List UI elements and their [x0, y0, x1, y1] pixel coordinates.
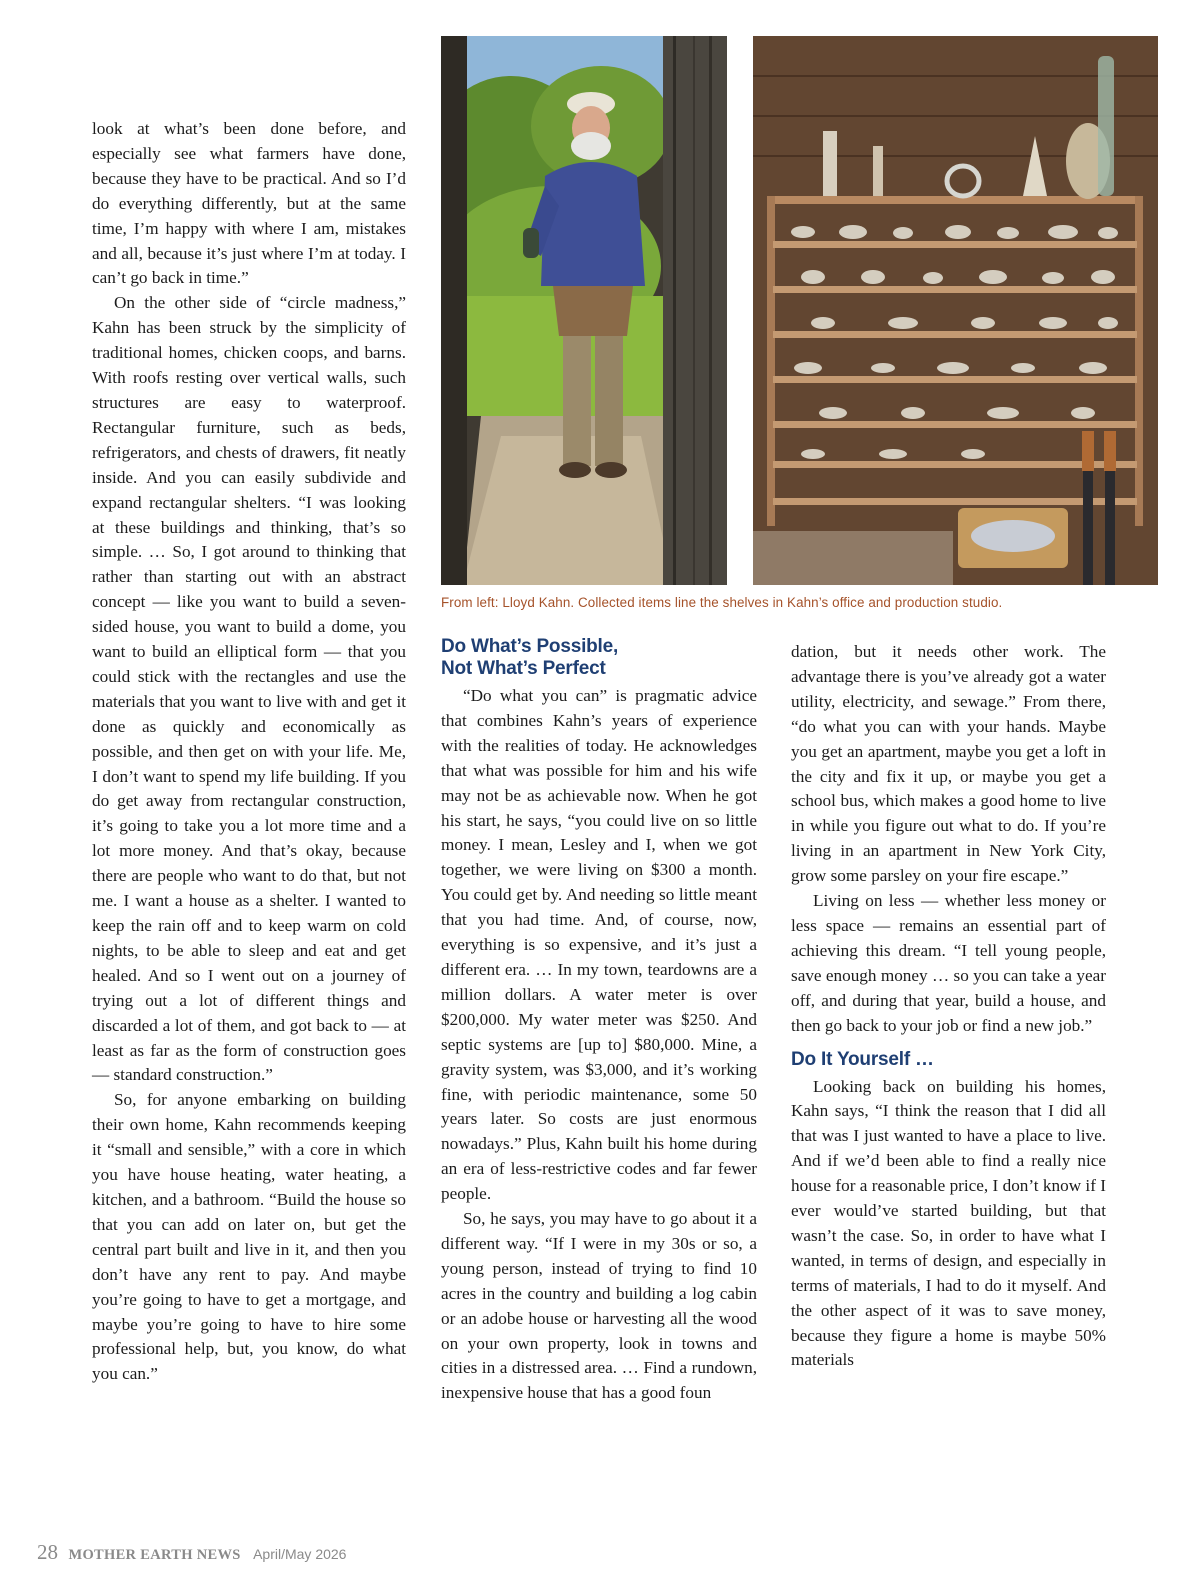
- paragraph: Looking back on building his homes, Kahn says, “I think the reason that I did all that was I just wanted to have a place to live. And if we’d been able to find a really nice house for a reasonable price, I don’t know if I ever would’ve started building, but that wasn’t the case. So, in order to have what I wanted, in terms of design, and especially in terms of materials, I had to do it myself. And the other aspect of it was to save money, because they figure a home is maybe 50% materials: [791, 1076, 1106, 1370]
- photo-caption: From left: Lloyd Kahn. Collected items line the shelves in Kahn’s office and production studio.: [441, 595, 1003, 610]
- page-number: 28: [37, 1540, 58, 1564]
- paragraph: Living on less — whether less money or less space — remains an essential part of achieving this dream. “I tell young people, save enough money … so you can take a year off, and during that year, build a house, and then go back to your job or find a new job.”: [791, 891, 1106, 1035]
- paragraph: look at what’s been done before, and especially see what farmers have done, because they have to be practical. And so I’d do everything differently, but at the same time, I’m happy with where I am, mistakes and all, because it’s just where I’m at today. I can’t go back in time.”: [92, 119, 406, 288]
- page-footer: [37, 1540, 346, 1565]
- paragraph: On the other side of “circle madness,” Kahn has been struck by the simplicity of traditional homes, chicken coops, and barns. With roofs resting over vertical walls, such structures are easy to waterproof. Rectangular furniture, such as beds, refrigerators, and chests of drawers, fit neatly inside. And you can easily subdivide and expand rectangular shelters. “I was looking at these buildings and thinking, that’s so simple. … So, I got around to thinking that rather than starting out with an abstract concept — like you want to build a seven-sided house, you want to build a dome, you want to build an elliptical form — that you could stick with the rectangles and use the materials that you want to live with and get it done as quickly and economically as possible, and then get on with your life. Me, I don’t want to spend my life building. If you do get away from rectangular construction, it’s going to take you a lot more time and a lot more money. And that’s okay, because there are people who want to do that, but not me. I want a house as a shelter. I wanted to keep the rain off and to keep warm on cold nights, to be able to sleep and eat and get healed. And so I went out on a journey of trying out a lot of different things and discarded a lot of them, and got back to — at least as far as the form of construction goes — standard construction.”: [92, 293, 406, 1085]
- issue-date: April/May 2026: [253, 1546, 347, 1562]
- publication-name: MOTHER EARTH NEWS: [68, 1547, 241, 1563]
- paragraph: “Do what you can” is pragmatic advice that combines Kahn’s years of experience with the realities of today. He acknowledges that what was possible for him and his wife may not be as achievable now. When he got his start, he says, “you could live on so little money. I mean, Lesley and I, when we got together, we were living on $300 a month. You could get by. And needing so little meant that you had time. And, of course, now, everything is so expensive, and it’s just a different era. … In my town, teardowns are a million dollars. A water meter is over $200,000. My water meter was $250. And septic systems are [up to] $80,000. Mine, a gravity system, was $3,000, and it’s working fine, with periodic maintenance, some 50 years later. So costs are just enormous nowadays.” Plus, Kahn built his home during an era of less-restrictive codes and far fewer people.: [441, 686, 757, 1204]
- article-column-2: [441, 636, 757, 1406]
- photo-shelves-collection: [753, 36, 1158, 585]
- article-column-1: [92, 117, 406, 1387]
- paragraph: So, he says, you may have to go about it a different way. “If I were in my 30s or so, a young person, instead of trying to find 10 acres in the country and building a log cabin or an adobe house or harvesting all the wood on your own property, look in towns and cities in a distressed area. … Find a rundown, inexpensive house that has a good foun: [441, 1209, 757, 1403]
- section-heading-diy: Do It Yourself …: [791, 1048, 934, 1070]
- article-column-3: [791, 640, 1106, 1373]
- paragraph: dation, but it needs other work. The advantage there is you’ve already got a water utility, electricity, and sewage.” From there, “do what you can with your hands. Maybe you get an apartment, maybe you get a loft in the city and fix it up, or maybe you get a school bus, which makes a good home to live in while you figure out what to do. If you’re living in an apartment in New York City, grow some parsley on your fire escape.”: [791, 642, 1106, 886]
- heading-line-2: Not What’s Perfect: [441, 658, 606, 679]
- paragraph: So, for anyone embarking on building their own home, Kahn recommends keeping it “small and sensible,” with a core in which you have house heating, water heating, a kitchen, and a bathroom. “Build the house so that you can add on later on, but get the central part built and live in it, and then you don’t have any rent to pay. And maybe you’re going to have to get a mortgage, and maybe you’re going to have to hire some professional help, but, you know, do what you can.”: [92, 1090, 406, 1384]
- photo-lloyd-kahn: [441, 36, 727, 585]
- section-heading-possible: [441, 636, 757, 680]
- heading-line-1: Do What’s Possible,: [441, 636, 619, 657]
